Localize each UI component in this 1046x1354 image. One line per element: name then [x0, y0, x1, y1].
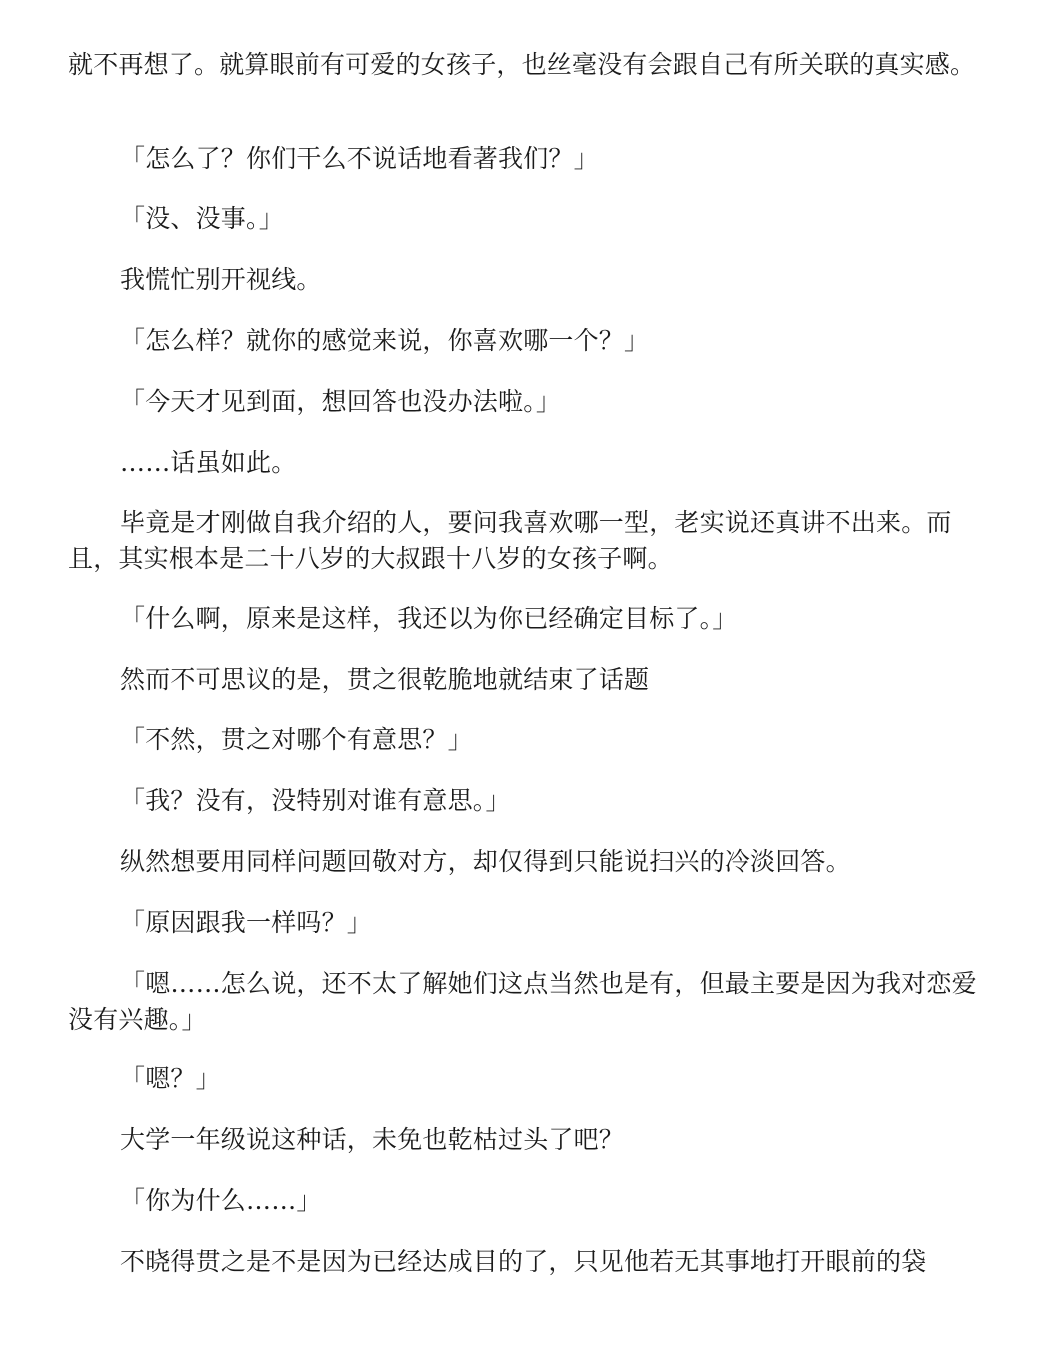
paragraph: 大学一年级说这种话，未免也乾枯过头了吧？ [120, 1125, 625, 1154]
paragraph: 「怎么样？就你的感觉来说，你喜欢哪一个？」 [120, 326, 650, 355]
paragraph: 「你为什么……」 [120, 1186, 322, 1215]
paragraph: 「原因跟我一样吗？」 [120, 908, 373, 937]
paragraph: 「没、没事。」 [120, 204, 284, 233]
paragraph: 不晓得贯之是不是因为已经达成目的了，只见他若无其事地打开眼前的袋 [120, 1247, 927, 1276]
paragraph: 「嗯……怎么说，还不太了解她们这点当然也是有，但最主要是因为我对恋爱没有兴趣。」 [68, 969, 977, 1034]
paragraph: 「怎么了？你们干么不说话地看著我们？」 [120, 144, 599, 173]
paragraph: 纵然想要用同样问题回敬对方，却仅得到只能说扫兴的冷淡回答。 [120, 847, 851, 876]
paragraph: 「不然，贯之对哪个有意思？」 [120, 725, 473, 754]
paragraph: 「今天才见到面，想回答也没办法啦。」 [120, 387, 562, 416]
paragraph: 「什么啊，原来是这样，我还以为你已经确定目标了。」 [120, 604, 738, 633]
paragraph: 「嗯？」 [120, 1064, 221, 1093]
paragraph: ……话虽如此。 [120, 448, 297, 477]
paragraph: 然而不可思议的是，贯之很乾脆地就结束了话题 [120, 665, 650, 694]
paragraph: 「我？没有，没特别对谁有意思。」 [120, 786, 511, 815]
paragraph: 就不再想了。就算眼前有可爱的女孩子，也丝毫没有会跟自己有所关联的真实感。 [68, 50, 976, 79]
paragraph: 我慌忙别开视线。 [120, 265, 322, 294]
paragraph: 毕竟是才刚做自我介绍的人，要问我喜欢哪一型，老实说还真讲不出来。而且，其实根本是二十八岁的大叔跟十八岁的女孩子啊。 [68, 508, 952, 573]
